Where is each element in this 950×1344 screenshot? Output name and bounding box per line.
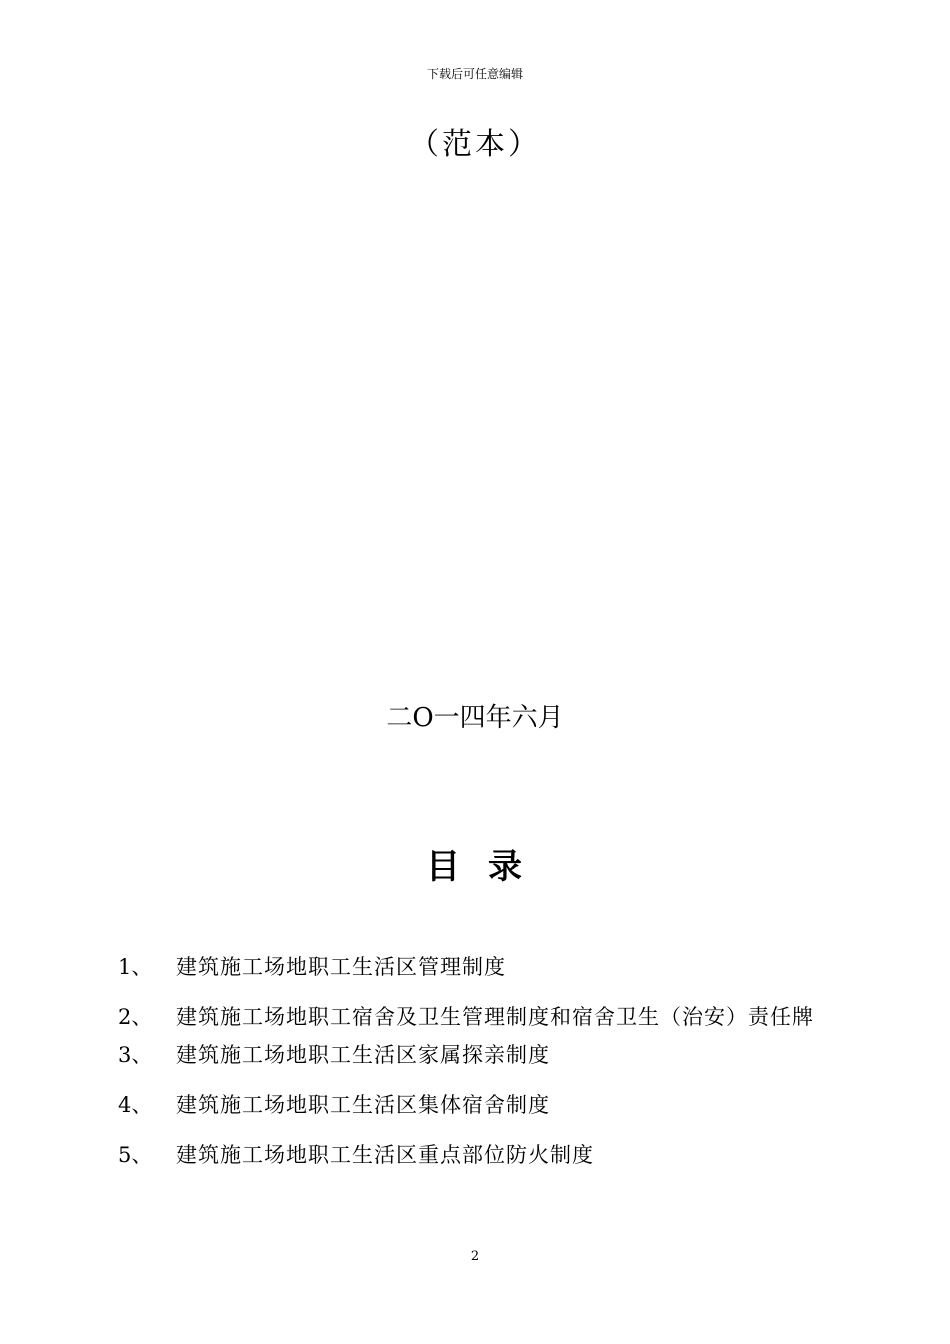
toc-item-number: 5、 [118, 1143, 153, 1167]
toc-item-number: 4、 [118, 1093, 153, 1117]
toc-item [118, 948, 838, 986]
toc-title-part1: 目 [426, 847, 462, 887]
toc-item [118, 998, 838, 1036]
header-note: 下载后可任意编辑 [426, 67, 523, 81]
toc-item-text: 建筑施工场地职工生活区家属探亲制度 [176, 1043, 550, 1067]
toc-item-text: 建筑施工场地职工生活区集体宿舍制度 [176, 1093, 550, 1117]
toc-item-text: 建筑施工场地职工生活区重点部位防火制度 [176, 1143, 594, 1167]
toc-list [118, 948, 838, 1186]
toc-item [118, 1036, 838, 1074]
toc-item-text: 建筑施工场地职工生活区管理制度 [176, 955, 506, 979]
toc-item-number: 2、 [118, 1005, 153, 1029]
toc-item [118, 1086, 838, 1124]
toc-title [0, 844, 950, 890]
toc-item-number: 3、 [118, 1043, 153, 1067]
toc-item-number: 1、 [118, 955, 153, 979]
toc-item [118, 1136, 838, 1174]
toc-item-text: 建筑施工场地职工宿舍及卫生管理制度和宿舍卫生（治安）责任牌 [176, 1005, 814, 1029]
sample-label: （范本） [409, 127, 541, 162]
toc-title-part2: 录 [488, 847, 524, 887]
page-number: 2 [470, 1249, 480, 1264]
document-date: 二O一四年六月 [386, 703, 564, 733]
